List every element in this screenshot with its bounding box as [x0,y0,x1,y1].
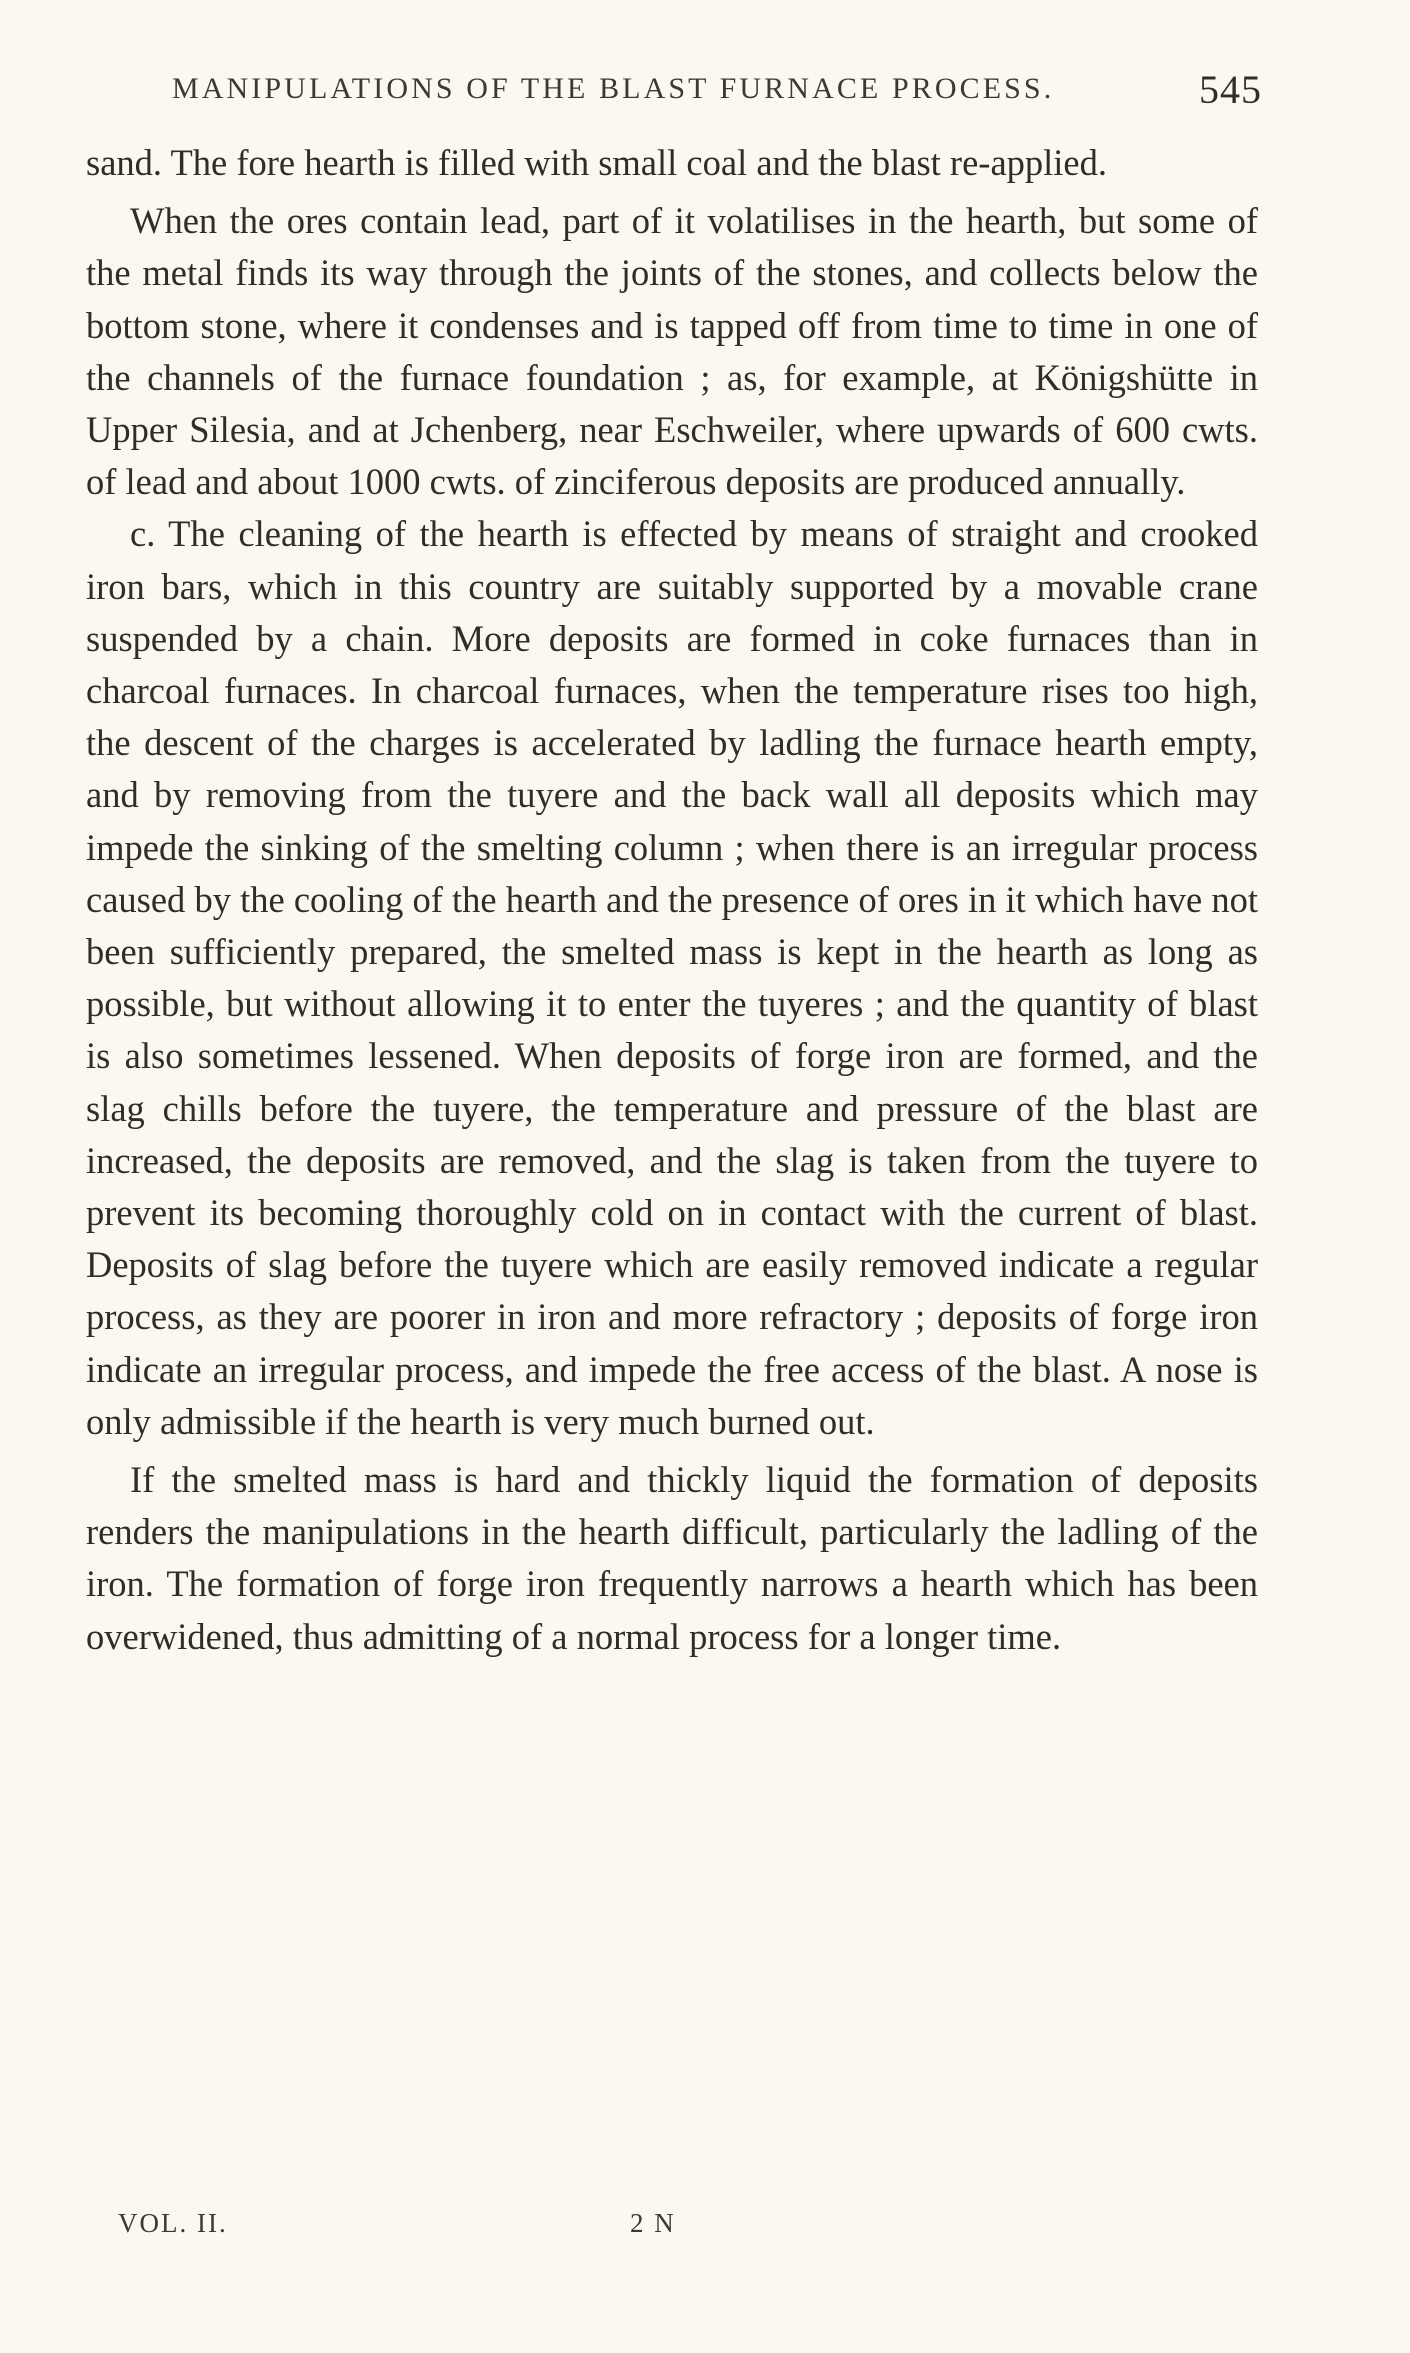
paragraph-smelted-mass: If the smelted mass is hard and thickly liquid the formation of deposits renders the manipulations in the hearth difficult, particularly the ladling of the iron. The formation of forge iron frequently narrows a hearth which has been overwidened, thus admitting of a normal process for a longer time. [86,1459,1258,1657]
paragraph-hearth-cleaning: c. The cleaning of the hearth is effected by means of straight and crooked iron bars, which in this country are suitably supported by a movable crane suspended by a chain. More deposits are formed in coke furnaces than in charcoal furnaces. In charcoal furnaces, when the temperature rises too high, the descent of the charges is accelerated by ladling the furnace hearth empty, and by removing from the tuyere and the back wall all deposits which may impede the sinking of the smelting column ; when there is an irregular process caused by the cooling of the hearth and the presence of ores in it which have not been sufficiently prepared, the smelted mass is kept in the hearth as long as possible, but without allowing it to enter the tuyeres ; and the quantity of blast is also sometimes lessened. When deposits of forge iron are formed, and the slag chills before the tuyere, the temperature and pressure of the blast are increased, the deposits are removed, and the slag is taken from the tuyere to prevent its becoming thoroughly cold on in contact with the current of blast. Deposits of slag before the tuyere which are easily removed indicate a regular process, as they are poorer in iron and more refractory ; deposits of forge iron indicate an irregular process, and impede the free access of the blast. A nose is only admissible if the hearth is very much burned out. [86,513,1258,1442]
page-footer [118,2208,718,2248]
signature-mark: 2 N [630,2208,676,2238]
body-text [86,137,1258,1663]
page-number: 545 [1199,67,1262,112]
paragraph-continuation: sand. The fore hearth is filled with small coal and the blast re-applied. [86,142,1108,183]
volume-label: VOL. II. [118,2208,228,2238]
paragraph-lead-ores: When the ores contain lead, part of it volatilises in the hearth, but some of the metal finds its way through the joints of the stones, and collects below the bottom stone, where it condenses and is tapped off from time to time in one of the channels of the furnace foundation ; as, for example, at Königshütte in Upper Silesia, and at Jchenberg, near Eschweiler, where upwards of 600 cwts. of lead and about 1000 cwts. of zinciferous deposits are produced annually. [86,200,1258,503]
running-head [172,66,1262,126]
running-title: MANIPULATIONS OF THE BLAST FURNACE PROCESS. [172,72,1055,105]
